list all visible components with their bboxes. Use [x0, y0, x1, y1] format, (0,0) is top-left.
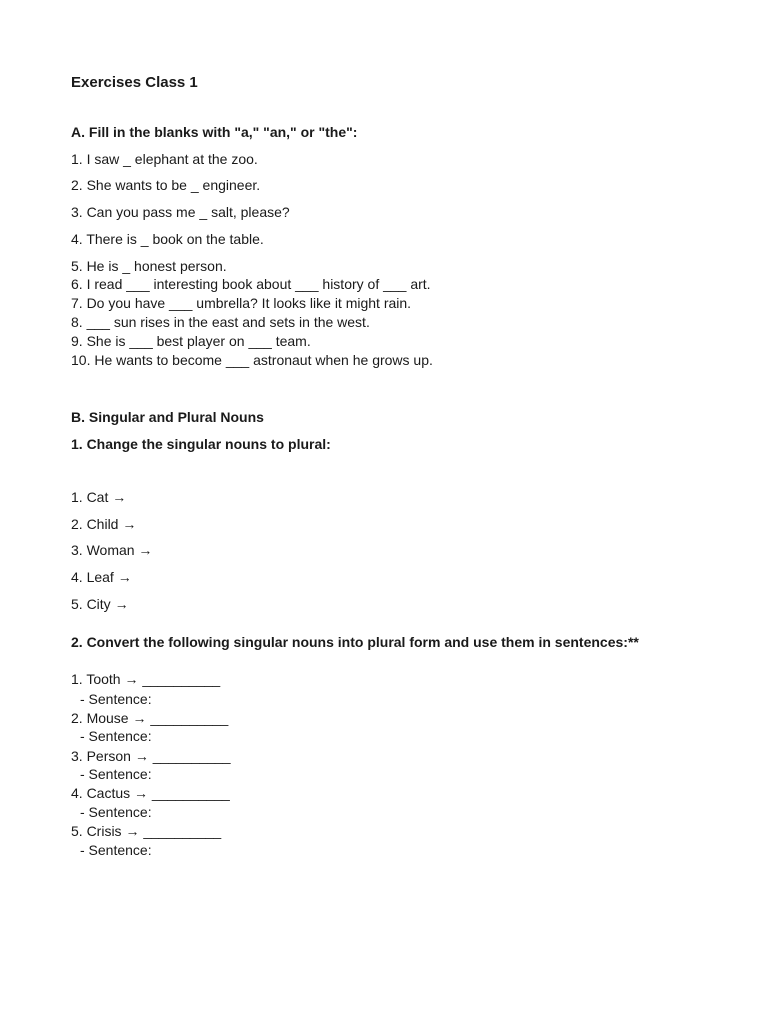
plural-item-1: 1. Cat → [71, 489, 127, 505]
plural-item-2: 2. Child → [71, 516, 137, 532]
sentence-item-1: 1. Tooth → __________ [71, 671, 221, 687]
plural-item-3: 3. Woman → [71, 542, 153, 558]
sentence-label-4: - Sentence: [80, 804, 152, 820]
sentence-label-2: - Sentence: [80, 728, 152, 744]
section-a-heading: A. Fill in the blanks with "a," "an," or "the": [71, 124, 358, 140]
plural-item-5: 5. City → [71, 596, 129, 612]
section-a-item-2: 2. She wants to be _ engineer. [71, 177, 261, 193]
section-a-item-8: 8. ___ sun rises in the east and sets in the west. [71, 314, 370, 330]
sentence-item-3: 3. Person → __________ [71, 748, 231, 764]
sentence-item-2: 2. Mouse → __________ [71, 710, 229, 726]
sentence-label-1: - Sentence: [80, 691, 152, 707]
plural-item-4: 4. Leaf → [71, 569, 132, 585]
section-b-part1-heading: 1. Change the singular nouns to plural: [71, 436, 331, 452]
section-a-item-3: 3. Can you pass me _ salt, please? [71, 204, 290, 220]
sentence-label-3: - Sentence: [80, 766, 152, 782]
section-b-heading: B. Singular and Plural Nouns [71, 409, 264, 425]
section-a-item-6: 6. I read ___ interesting book about ___ history of ___ art. [71, 276, 431, 292]
page-title: Exercises Class 1 [71, 74, 198, 91]
sentence-item-5: 5. Crisis → __________ [71, 823, 222, 839]
section-a-item-7: 7. Do you have ___ umbrella? It looks like it might rain. [71, 295, 412, 311]
sentence-item-4: 4. Cactus → __________ [71, 785, 230, 801]
section-a-item-4: 4. There is _ book on the table. [71, 231, 264, 247]
section-a-item-9: 9. She is ___ best player on ___ team. [71, 333, 311, 349]
section-a-item-1: 1. I saw _ elephant at the zoo. [71, 151, 258, 167]
section-a-item-5: 5. He is _ honest person. [71, 258, 227, 274]
section-a-item-10: 10. He wants to become ___ astronaut when he grows up. [71, 352, 433, 368]
sentence-label-5: - Sentence: [80, 842, 152, 858]
section-b-part2-heading: 2. Convert the following singular nouns into plural form and use them in sentences:** [71, 634, 639, 650]
